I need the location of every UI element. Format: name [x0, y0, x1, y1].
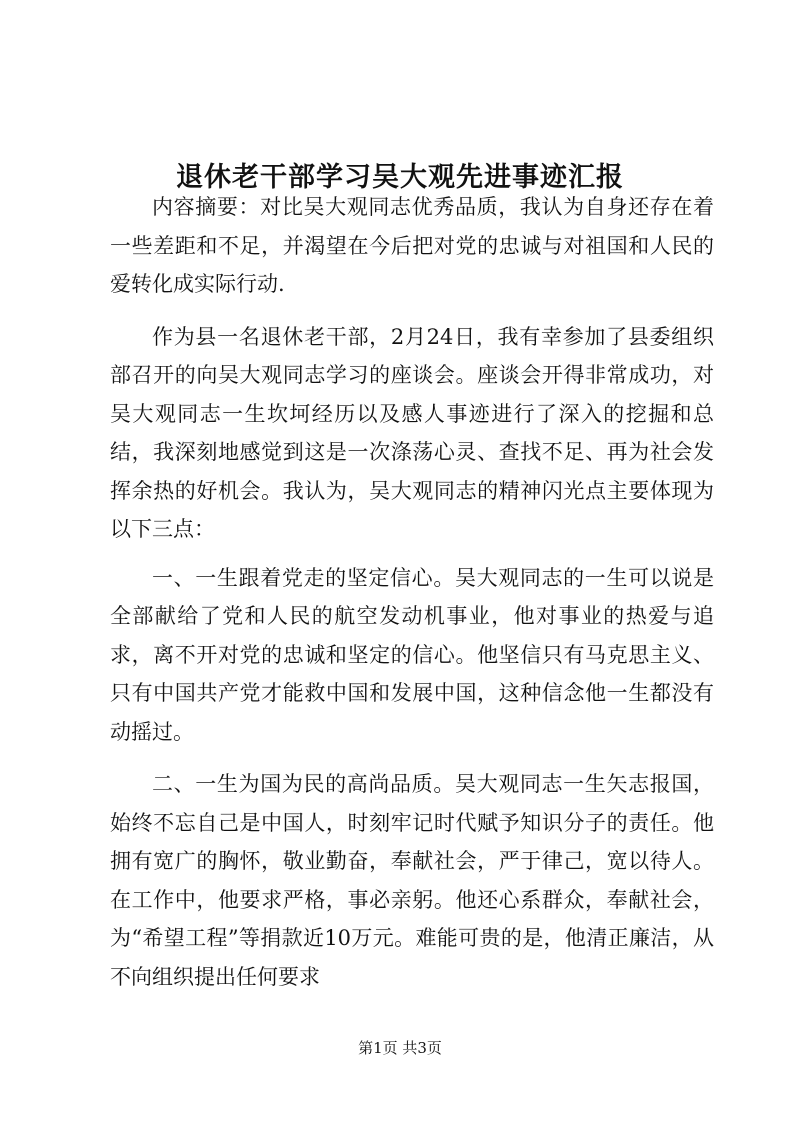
- document-body: [110, 188, 714, 996]
- intro-paragraph: 作为县一名退休老干部，2月24日，我有幸参加了县委组织部召开的向吴大观同志学习的座谈会。座谈会开得非常成功，对吴大观同志一生坎坷经历以及感人事迹进行了深入的挖掘和总结，我深刻地感觉到这是一次涤荡心灵、查找不足、再为社会发挥余热的好机会。我认为，吴大观同志的精神闪光点主要体现为以下三点：: [110, 324, 714, 541]
- point-one-paragraph: 一、一生跟着党走的坚定信心。吴大观同志的一生可以说是全部献给了党和人民的航空发动机事业，他对事业的热爱与追求，离不开对党的忠诚和坚定的信心。他坚信只有马克思主义、只有中国共产党才能救中国和发展中国，这种信念他一生都没有动摇过。: [110, 565, 714, 744]
- point-two-paragraph: 二、一生为国为民的高尚品质。吴大观同志一生矢志报国，始终不忘自己是中国人，时刻牢记时代赋予知识分子的责任。他拥有宽广的胸怀，敬业勤奋，奉献社会，严于律己，宽以待人。在工作中，他要求严格，事必亲躬。他还心系群众，奉献社会，为“希望工程”等捐款近10万元。难能可贵的是，他清正廉洁，从不向组织提出任何要求: [110, 772, 714, 989]
- page-number-footer: 第1页 共3页: [358, 1039, 442, 1057]
- document-title: 退休老干部学习吴大观先进事迹汇报: [176, 162, 624, 194]
- summary-paragraph: 内容摘要：对比吴大观同志优秀品质，我认为自身还存在着一些差距和不足，并渴望在今后把对党的忠诚与对祖国和人民的爱转化成实际行动.: [110, 195, 714, 296]
